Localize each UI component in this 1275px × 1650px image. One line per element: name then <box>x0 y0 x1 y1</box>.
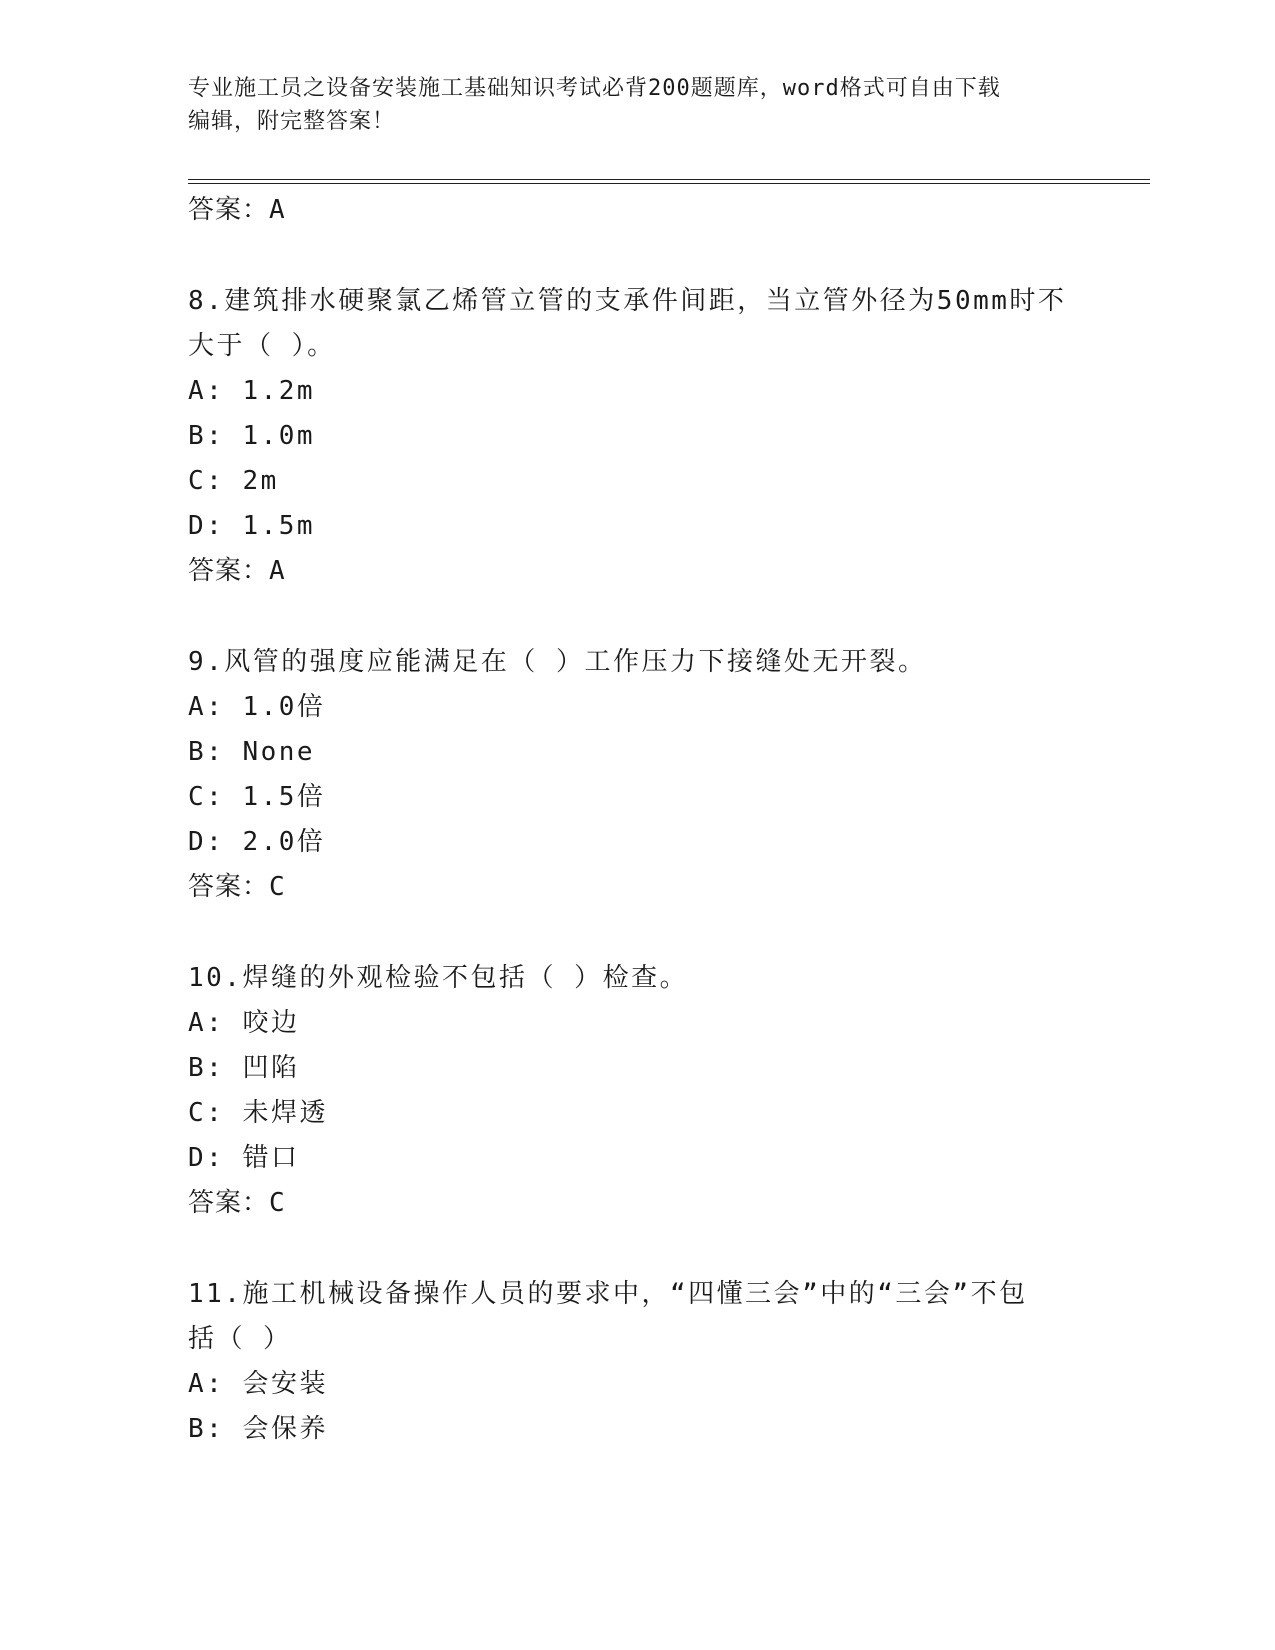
option-c: C: 未焊透 <box>188 1098 328 1128</box>
question-stem-continued: 大于（ ）。 <box>188 331 336 361</box>
answer-line: 答案：A <box>188 556 286 586</box>
option-d: D: 2.0倍 <box>188 827 326 857</box>
question-block-10 <box>188 956 1088 1226</box>
header-line-2: 编辑，附完整答案！ <box>188 109 396 134</box>
question-stem: 10.焊缝的外观检验不包括（ ）检查。 <box>188 963 689 993</box>
question-stem: 11.施工机械设备操作人员的要求中，“四懂三会”中的“三会”不包 <box>188 1279 1028 1309</box>
answer-line: 答案：C <box>188 872 286 902</box>
header-line-1: 专业施工员之设备安装施工基础知识考试必背200题题库，word格式可自由下载 <box>188 76 1001 101</box>
question-stem-continued: 括（ ） <box>188 1324 292 1354</box>
option-a: A: 1.0倍 <box>188 692 326 722</box>
header-divider-bottom <box>188 183 1150 184</box>
answer-line: 答案：C <box>188 1188 286 1218</box>
option-b: B: 1.0m <box>188 421 316 451</box>
answer-line-q7: 答案：A <box>188 195 286 225</box>
option-b: B: 会保养 <box>188 1414 328 1444</box>
question-block-9 <box>188 640 1088 910</box>
option-d: D: 错口 <box>188 1143 300 1173</box>
question-stem: 8.建筑排水硬聚氯乙烯管立管的支承件间距，当立管外径为50mm时不 <box>188 286 1067 316</box>
option-a: A: 会安装 <box>188 1369 328 1399</box>
option-d: D: 1.5m <box>188 511 316 541</box>
question-block-11 <box>188 1272 1088 1452</box>
document-header <box>188 72 1088 138</box>
header-divider-top <box>188 179 1150 180</box>
document-body <box>188 188 1088 1452</box>
option-c: C: 2m <box>188 466 279 496</box>
option-b: B: None <box>188 737 316 767</box>
option-a: A: 1.2m <box>188 376 316 406</box>
question-stem: 9.风管的强度应能满足在（ ）工作压力下接缝处无开裂。 <box>188 647 927 677</box>
option-b: B: 凹陷 <box>188 1053 300 1083</box>
question-block-8 <box>188 279 1088 594</box>
option-c: C: 1.5倍 <box>188 782 326 812</box>
option-a: A: 咬边 <box>188 1008 300 1038</box>
